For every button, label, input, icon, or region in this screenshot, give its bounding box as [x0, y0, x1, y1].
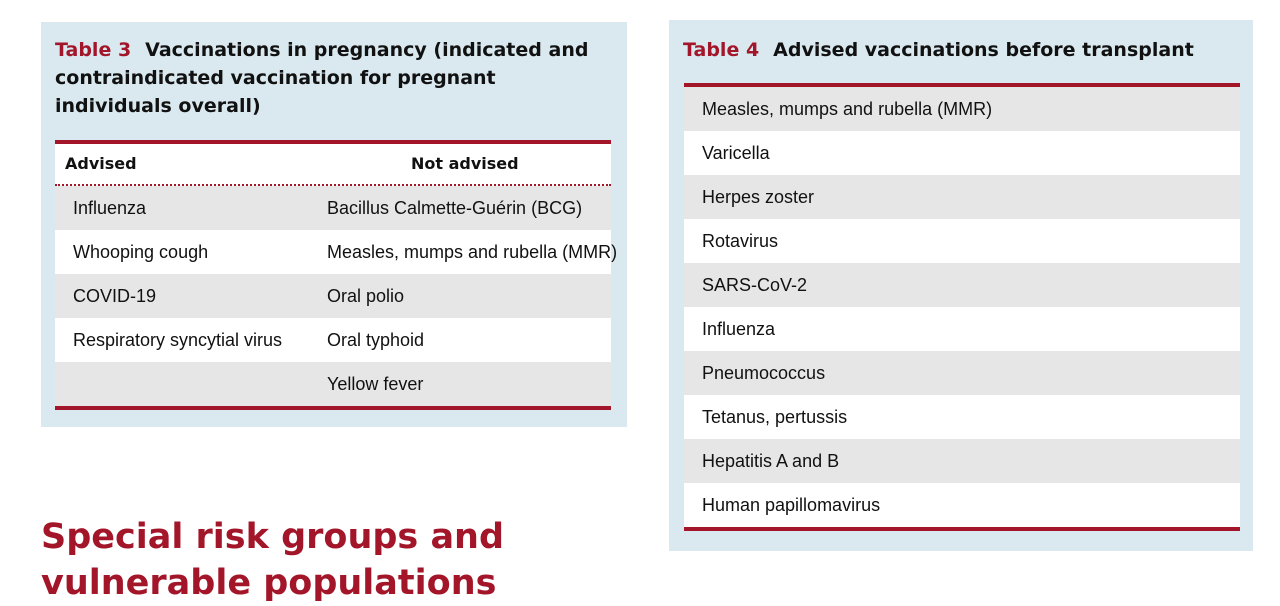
cell-advised: Respiratory syncytial virus [73, 330, 283, 350]
table-4-caption [683, 36, 1243, 64]
table-cell: Rotavirus [702, 231, 779, 251]
table-3-panel [41, 22, 627, 427]
cell-not-advised: Oral typhoid [327, 330, 425, 350]
section-heading: Special risk groups and vulnerable populations [41, 517, 505, 603]
cell-not-advised: Yellow fever [327, 374, 424, 394]
table-cell: Herpes zoster [702, 187, 815, 207]
table-3-title: Vaccinations in pregnancy (indicated and contraindicated vaccination for pregnant individuals overall) [55, 39, 589, 117]
table-row [684, 175, 1240, 219]
table-3-number: Table 3 [55, 39, 132, 61]
table-row [684, 483, 1240, 527]
column-header-advised: Advised [65, 154, 137, 173]
table-row [55, 230, 618, 274]
cell-not-advised: Measles, mumps and rubella (MMR) [327, 242, 618, 262]
table-cell: Tetanus, pertussis [702, 407, 848, 427]
table-3-caption [55, 36, 595, 120]
cell-advised: Influenza [73, 198, 147, 218]
table-row [684, 263, 1240, 307]
table-cell: Human papillomavirus [702, 495, 881, 515]
table-row [684, 87, 1240, 131]
cell-advised: Whooping cough [73, 242, 209, 262]
column-header-not-advised: Not advised [411, 154, 519, 173]
table-row [684, 307, 1240, 351]
table-4-number: Table 4 [683, 39, 760, 61]
table-row [684, 219, 1240, 263]
cell-not-advised: Oral polio [327, 286, 405, 306]
table-row [684, 439, 1240, 483]
table-cell: Measles, mumps and rubella (MMR) [702, 99, 993, 119]
table-4-title: Advised vaccinations before transplant [773, 39, 1194, 61]
table-row [55, 274, 611, 318]
cell-not-advised: Bacillus Calmette-Guérin (BCG) [327, 198, 583, 218]
cell-advised: COVID-19 [73, 286, 157, 306]
table-row [55, 362, 611, 406]
table-cell: Varicella [702, 143, 770, 163]
table-cell: Pneumococcus [702, 363, 826, 383]
table-4 [684, 83, 1240, 531]
table-4-panel [669, 20, 1253, 551]
table-row [55, 318, 611, 362]
table-3 [55, 140, 618, 410]
table-cell: Influenza [702, 319, 776, 339]
table-cell: Hepatitis A and B [702, 451, 840, 471]
table-row [684, 351, 1240, 395]
table-3-header [55, 144, 611, 186]
table-row [684, 395, 1240, 439]
table-row [684, 131, 1240, 175]
table-row [55, 186, 611, 230]
table-cell: SARS-CoV-2 [702, 275, 808, 295]
